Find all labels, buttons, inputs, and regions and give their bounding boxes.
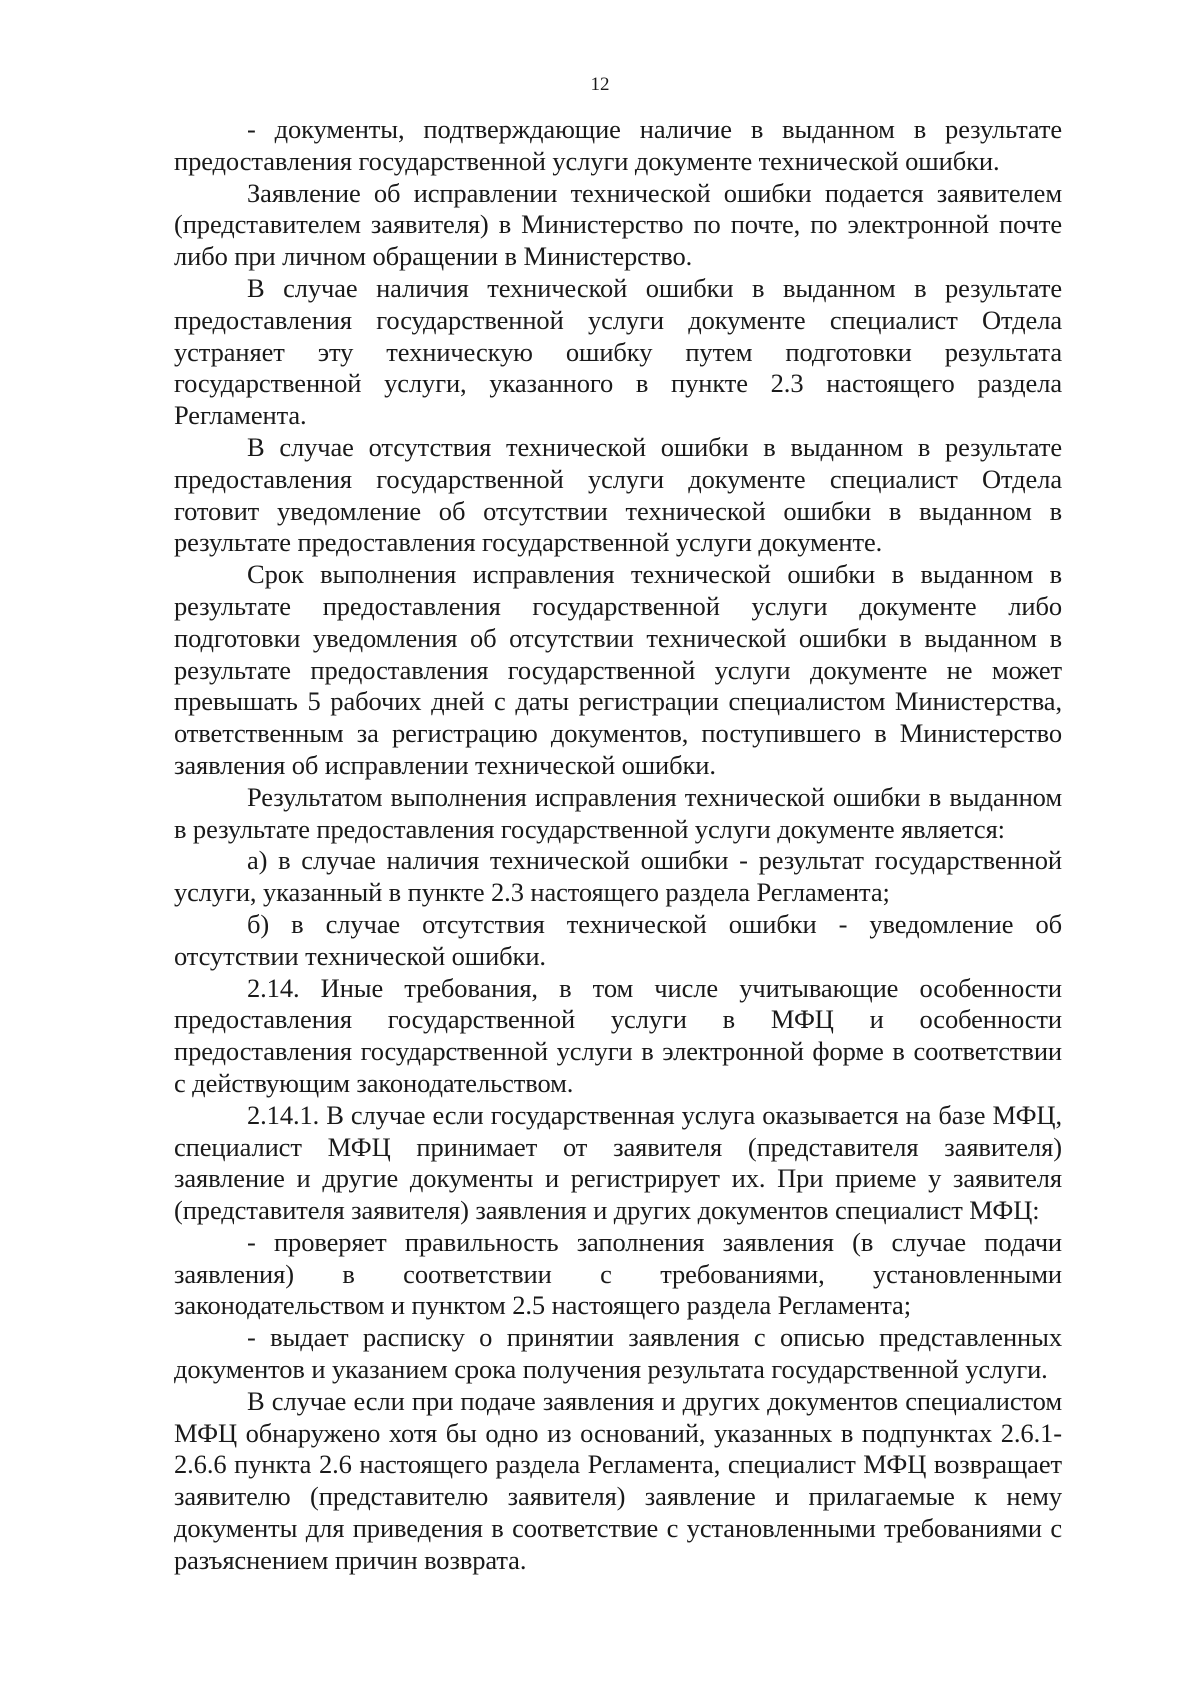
paragraph-correction-result: Результатом выполнения исправления технической ошибки в выданном в результате предоставления государственной услуги документе является:	[174, 781, 1062, 844]
paragraph-correction-deadline: Срок выполнения исправления технической ошибки в выданном в результате предоставления государственной услуги документе либо подготовки уведомления об отсутствии технической ошибки в выданном в результате предоставления государственной услуги документе не может превышать 5 рабочих дней с даты регистрации специалистом Министерства, ответственным за регистрацию документов, поступившего в Министерство заявления об исправлении технической ошибки.	[174, 559, 1062, 780]
paragraph-documents-list-item: - документы, подтверждающие наличие в выданном в результате предоставления государственной услуги документе технической ошибки.	[174, 114, 1062, 176]
paragraph-result-option-b: б) в случае отсутствия технической ошибки - уведомление об отсутствии технической ошибки.	[174, 908, 1062, 971]
paragraph-check-application: - проверяет правильность заполнения заявления (в случае подачи заявления) в соответствии с требованиями, установленными законодательством и пунктом 2.5 настоящего раздела Регламента;	[174, 1226, 1062, 1321]
page-number: 12	[590, 74, 610, 95]
paragraph-result-option-a: а) в случае наличия технической ошибки - результат государственной услуги, указанный в пункте 2.3 настоящего раздела Регламента;	[174, 845, 1062, 908]
paragraph-return-documents: В случае если при подаче заявления и других документов специалистом МФЦ обнаружено хотя бы одно из оснований, указанных в подпунктах 2.6.1-2.6.6 пункта 2.6 настоящего раздела Регламента, специалист МФЦ возвращает заявителю (представителю заявителя) заявление и прилагаемые к нему документы для приведения в соответствие с установленными требованиями с разъяснением причин возврата.	[174, 1385, 1062, 1575]
paragraph-error-absent: В случае отсутствия технической ошибки в выданном в результате предоставления государственной услуги документе специалист Отдела готовит уведомление об отсутствии технической ошибки в выданном в результате предоставления государственной услуги документе.	[174, 431, 1062, 558]
paragraph-section-2-14: 2.14. Иные требования, в том числе учитывающие особенности предоставления государственной услуги в МФЦ и особенности предоставления государственной услуги в электронной форме в соответствии с действующим законодательством.	[174, 972, 1062, 1098]
paragraph-section-2-14-1: 2.14.1. В случае если государственная услуга оказывается на базе МФЦ, специалист МФЦ принимает от заявителя (представителя заявителя) заявление и другие документы и регистрирует их. При приеме у заявителя (представителя заявителя) заявления и других документов специалист МФЦ:	[174, 1099, 1062, 1226]
paragraph-issue-receipt: - выдает расписку о принятии заявления с описью представленных документов и указанием срока получения результата государственной услуги.	[174, 1322, 1062, 1385]
document-body	[174, 114, 1062, 1577]
paragraph-error-application-submission: Заявление об исправлении технической ошибки подается заявителем (представителем заявителя) в Министерство по почте, по электронной почте либо при личном обращении в Министерство.	[174, 177, 1062, 272]
paragraph-error-present: В случае наличия технической ошибки в выданном в результате предоставления государственной услуги документе специалист Отдела устраняет эту техническую ошибку путем подготовки результата государственной услуги, указанного в пункте 2.3 настоящего раздела Регламента.	[174, 272, 1062, 431]
